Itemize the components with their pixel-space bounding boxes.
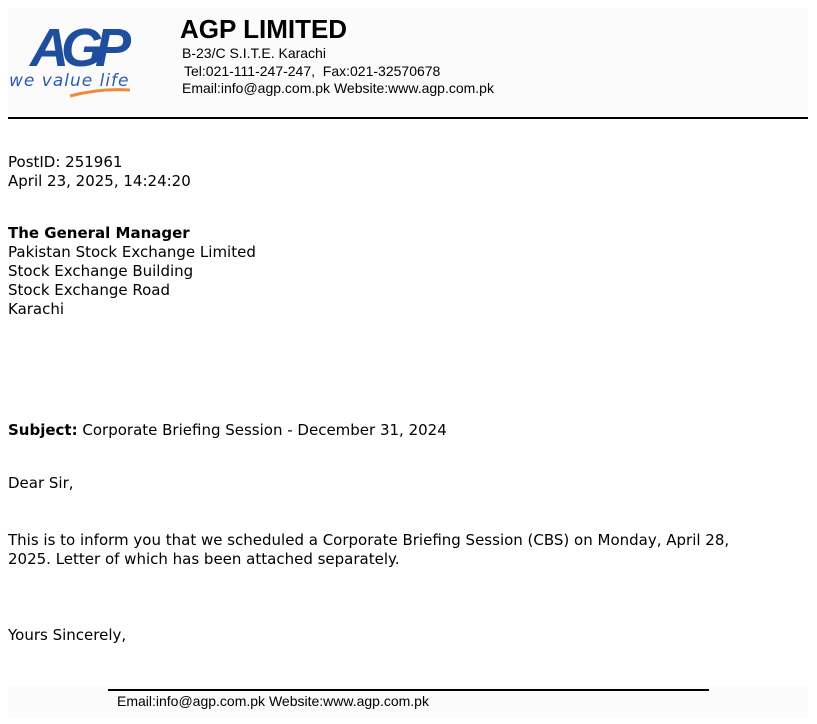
recipient-line: Karachi [8, 300, 65, 318]
body-line: 2025. Letter of which has been attached separately. [8, 550, 400, 568]
footer-divider [108, 689, 709, 691]
post-id: PostID: 251961 [8, 153, 123, 171]
company-email-website: Email:info@agp.com.pk Website:www.agp.com.pk [182, 80, 494, 96]
logo-letters: AGP [30, 18, 124, 78]
recipient-line: Stock Exchange Building [8, 262, 194, 280]
company-phone-fax: Tel:021-111-247-247, Fax:021-32570678 [184, 63, 441, 79]
footer-email-website: Email:info@agp.com.pk Website:www.agp.com.pk [117, 693, 429, 709]
company-address: B-23/C S.I.T.E. Karachi [182, 45, 326, 61]
header-divider [8, 117, 808, 119]
subject-text: Corporate Briefing Session - December 31, 2024 [82, 421, 447, 439]
recipient-title: The General Manager [8, 224, 190, 242]
salutation: Dear Sir, [8, 474, 74, 492]
letterhead [8, 8, 808, 116]
logo-tagline: we value life [9, 71, 130, 91]
agp-logo [8, 14, 168, 102]
body-line: This is to inform you that we scheduled a Corporate Briefing Session (CBS) on Monday, April 28, [8, 531, 730, 549]
post-datetime: April 23, 2025, 14:24:20 [8, 172, 191, 190]
recipient-line: Pakistan Stock Exchange Limited [8, 243, 256, 261]
recipient-line: Stock Exchange Road [8, 281, 170, 299]
subject-line [8, 421, 447, 440]
closing: Yours Sincerely, [8, 626, 127, 644]
subject-label: Subject: [8, 421, 78, 439]
company-name: AGP LIMITED [180, 14, 348, 44]
